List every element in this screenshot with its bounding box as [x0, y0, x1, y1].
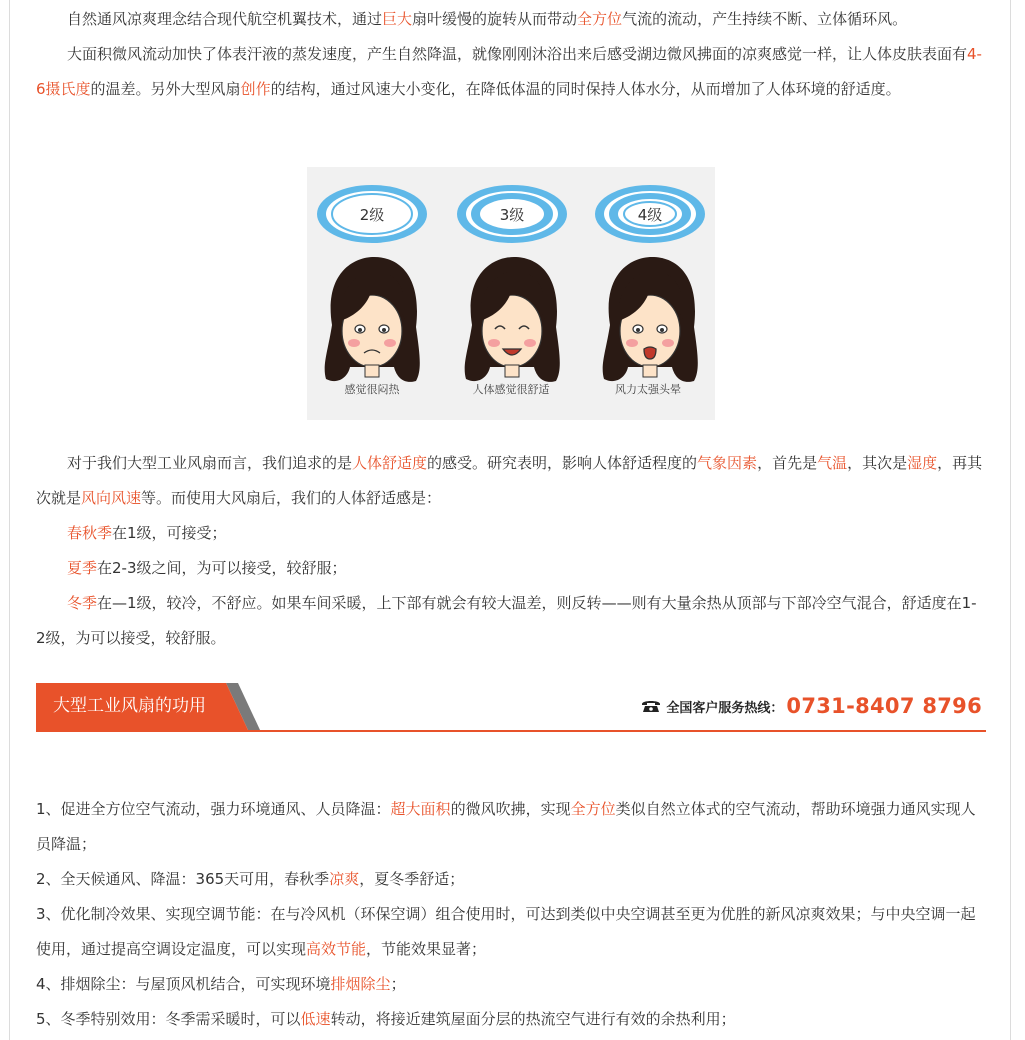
highlight-keyword[interactable]: 冬季: [67, 594, 98, 612]
text-segment: 气流的流动，产生持续不断、立体循环风。: [622, 10, 908, 28]
banner-title: 大型工业风扇的功用: [53, 696, 206, 716]
highlight-keyword[interactable]: 超大面积: [390, 800, 451, 818]
hotline: [641, 691, 982, 721]
benefit-item-3: [36, 897, 986, 967]
highlight-keyword[interactable]: 气温: [817, 454, 848, 472]
banner-tab: [36, 683, 260, 730]
hotline-number[interactable]: 0731-8407 8796: [786, 694, 982, 718]
text-segment: 的温差。另外大型风扇: [90, 80, 241, 98]
benefit-item-1: [36, 792, 986, 862]
cooling-paragraph: [36, 37, 986, 107]
highlight-keyword[interactable]: 4-6摄氏度: [36, 45, 982, 98]
text-segment: 2、全天候通风、降温：365天可用，春秋季: [36, 870, 330, 888]
highlight-keyword[interactable]: 气象因素: [697, 454, 758, 472]
intro-paragraph: [36, 2, 986, 37]
text-segment: ，再其次就是: [36, 454, 983, 507]
text-segment: ；: [390, 975, 406, 993]
comfort-paragraph: [36, 446, 986, 516]
text-segment: 3、优化制冷效果、实现空调节能：在与冷风机（环保空调）组合使用时，可达到类似中央空调甚至更为优胜的新风凉爽效果；与中央空调一起使用，通过提高空调设定温度，可以实现: [36, 905, 976, 958]
hotline-label: 全国客户服务热线：: [666, 700, 784, 716]
highlight-keyword[interactable]: 高效节能: [306, 940, 367, 958]
highlight-keyword[interactable]: 风向风速: [81, 489, 142, 507]
wind-level-label: 4级: [637, 206, 663, 224]
text-segment: ，节能效果显著；: [366, 940, 487, 958]
text-segment: 大面积微风流动加快了体表汗液的蒸发速度，产生自然降温，就像刚刚沐浴出来后感受湖边微风拂面的凉爽感觉一样，让人体皮肤表面有: [67, 45, 968, 63]
highlight-keyword[interactable]: 排烟除尘: [330, 975, 391, 993]
level-2-caption: 感觉很闷热: [344, 383, 400, 396]
text-segment: 4、排烟除尘：与屋顶风机结合，可实现环境: [36, 975, 331, 993]
wind-level-label: 2级: [359, 206, 385, 224]
text-segment: 1、促进全方位空气流动，强力环境通风、人员降温：: [36, 800, 391, 818]
wind-panel-4: [596, 186, 704, 382]
text-segment: 自然通风凉爽理念结合现代航空机翼技术，通过: [67, 10, 383, 28]
wind-level-illustration: [307, 167, 715, 420]
level-3-caption: 人体感觉很舒适: [472, 383, 550, 396]
telephone-icon: [641, 699, 661, 713]
wind-level-label: 3级: [499, 206, 525, 224]
girl-face-icon: [325, 257, 420, 382]
text-segment: 类似自然立体式的空气流动，帮助环境强力通风实现人员降温；: [36, 800, 976, 853]
comfort-section: [36, 446, 986, 656]
season-spring-autumn: [36, 516, 986, 551]
level-4-caption: 风力太强头晕: [615, 383, 681, 396]
text-segment: 对于我们大型工业风扇而言，我们追求的是: [67, 454, 353, 472]
highlight-keyword[interactable]: 凉爽: [329, 870, 360, 888]
text-segment: 5、冬季特别效用：冬季需采暖时，可以: [36, 1010, 301, 1028]
highlight-keyword[interactable]: 湿度: [907, 454, 938, 472]
text-segment: ，首先是: [757, 454, 818, 472]
text-segment: 在1级，可接受；: [112, 524, 227, 542]
text-segment: 在—1级，较冷，不舒应。如果车间采暖，上下部有就会有较大温差，则反转——则有大量余热从顶部与下部冷空气混合，舒适度在1-2级，为可以接受，较舒服。: [36, 594, 977, 647]
highlight-keyword[interactable]: 全方位: [577, 10, 623, 28]
season-winter: [36, 586, 986, 656]
highlight-keyword[interactable]: 低速: [300, 1010, 331, 1028]
wind-panel-3: [458, 186, 566, 382]
wind-panel-2: [318, 186, 426, 382]
season-summer: [36, 551, 986, 586]
girl-face-icon: [603, 257, 698, 382]
benefit-item-2: [36, 862, 986, 897]
text-segment: 的微风吹拂，实现: [450, 800, 571, 818]
highlight-keyword[interactable]: 夏季: [67, 559, 98, 577]
benefit-item-4: [36, 967, 986, 1002]
highlight-keyword[interactable]: 创作: [240, 80, 271, 98]
highlight-keyword[interactable]: 全方位: [570, 800, 616, 818]
text-segment: ，夏冬季舒适；: [359, 870, 465, 888]
section-banner: [36, 683, 986, 732]
girl-face-icon: [465, 257, 560, 382]
text-segment: 等。而使用大风扇后，我们的人体舒适感是：: [141, 489, 442, 507]
highlight-keyword[interactable]: 人体舒适度: [352, 454, 428, 472]
benefit-item-5: [36, 1002, 986, 1037]
highlight-keyword[interactable]: 春秋季: [67, 524, 113, 542]
text-segment: 在2-3级之间，为可以接受，较舒服；: [97, 559, 347, 577]
text-segment: 的结构，通过风速大小变化，在降低体温的同时保持人体水分，从而增加了人体环境的舒适度。: [270, 80, 901, 98]
text-segment: 扇叶缓慢的旋转从而带动: [412, 10, 578, 28]
highlight-keyword[interactable]: 巨大: [382, 10, 413, 28]
text-segment: 转动，将接近建筑屋面分层的热流空气进行有效的余热利用；: [330, 1010, 736, 1028]
text-segment: 的感受。研究表明，影响人体舒适程度的: [427, 454, 698, 472]
text-segment: ，其次是: [847, 454, 908, 472]
benefits-list: [36, 792, 986, 1037]
